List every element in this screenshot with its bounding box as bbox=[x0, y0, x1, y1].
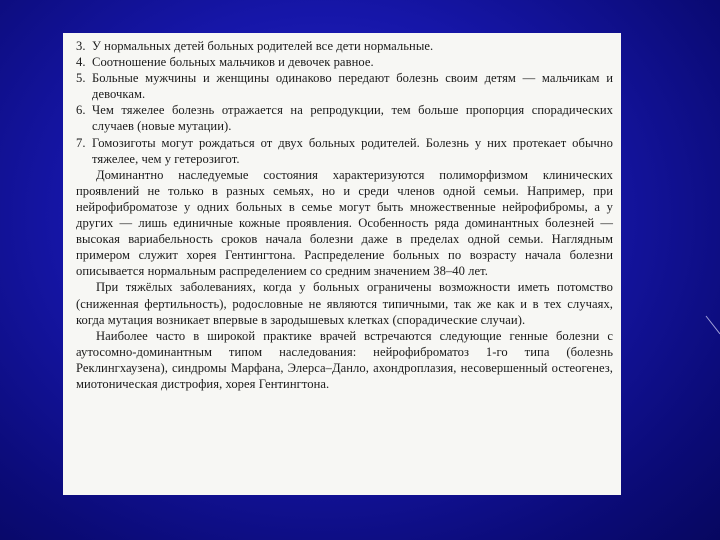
list-item-text: Больные мужчины и женщины одинаково передают болезнь своим детям — мальчикам и девочкам. bbox=[92, 71, 613, 102]
list-item-number: 7. bbox=[76, 135, 86, 150]
paragraph-severe-diseases: При тяжёлых заболеваниях, когда у больных ограничены возможности иметь потомство (сниженная фертильность), родословные не являются типичными, так же как и в тех случаях, когда мутация возникает впервые в зародышевых клетках (спорадические случаи). bbox=[76, 280, 613, 327]
scanned-text-page bbox=[63, 33, 621, 495]
list-item-number: 4. bbox=[76, 55, 86, 70]
list-item bbox=[76, 102, 613, 134]
list-item-text: Соотношение больных мальчиков и девочек равное. bbox=[92, 55, 374, 70]
paragraph-polymorphism: Доминантно наследуемые состояния характеризуются полиморфизмом клинических проявлений не только в разных семьях, но и среди членов одной семьи. Например, при нейрофиброматозе у одних больных в семье могут быть множественные нейрофибромы, а у других — лишь единичные кожные проявления. Особенность ряда доминантных болезней — высокая вариабельность сроков начала болезни даже в пределах одной семьи. Наглядным примером служит хорея Гентингтона. Распределение больных по возрасту начала болезни описывается нормальным распределением со средним значением 38–40 лет. bbox=[76, 167, 613, 279]
list-item bbox=[76, 54, 613, 70]
paragraph-common-diseases: Наиболее часто в широкой практике врачей встречаются следующие генные болезни с аутосомно-доминантным типом наследования: нейрофиброматоз 1-го типа (болезнь Реклингхаузена), синдромы Марфана, Элерса–Данло, ахондроплазия, несовершенный остеогенез, миотоническая дистрофия, хорея Гентингтона. bbox=[76, 328, 613, 391]
list-item bbox=[76, 70, 613, 102]
list-item-text: У нормальных детей больных родителей все дети нормальные. bbox=[92, 39, 434, 53]
list-item-text: Чем тяжелее болезнь отражается на репродукции, тем больше пропорция спорадических случаев (новые мутации). bbox=[92, 103, 613, 134]
list-item-number: 6. bbox=[76, 103, 86, 118]
list-item-text: Гомозиготы могут рождаться от двух больных родителей. Болезнь у них протекает обычно тяжелее, чем у гетерозигот. bbox=[92, 135, 613, 166]
list-item-number: 5. bbox=[76, 71, 86, 86]
list-item bbox=[76, 135, 613, 167]
list-item-number: 3. bbox=[76, 39, 86, 53]
list-item bbox=[76, 38, 613, 54]
